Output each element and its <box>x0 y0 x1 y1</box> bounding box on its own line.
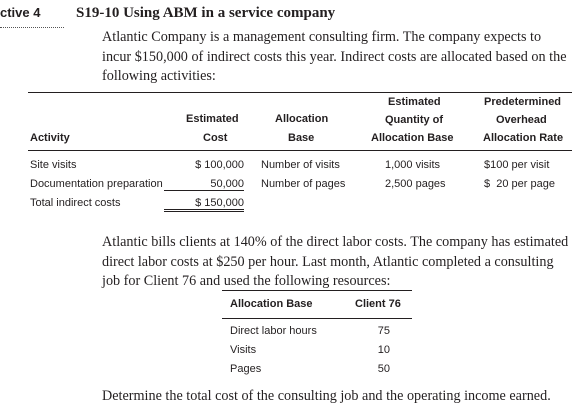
resource-row-visits-label: Visits <box>230 344 257 356</box>
row-site-visits-base: Number of visits <box>261 159 340 171</box>
header-allocation-base-line1: Allocation <box>275 113 329 125</box>
header-allocation-base-line2: Base <box>288 132 315 144</box>
resource-row-visits-value: 10 <box>377 344 390 356</box>
row-documentation-base: Number of pages <box>261 178 346 190</box>
objective-divider <box>0 27 64 28</box>
row-documentation-quantity: 2,500 pages <box>385 178 446 190</box>
row-site-visits-rate: $100 per visit <box>484 159 550 171</box>
row-documentation-cost: 50,000 <box>164 178 244 191</box>
row-documentation-rate: $ 20 per page <box>484 178 555 190</box>
resource-table-top-rule <box>222 290 412 291</box>
exercise-closing: Determine the total cost of the consulting job and the operating income earned. <box>102 388 551 404</box>
resource-table-header-rule <box>222 318 412 319</box>
learning-objective-label: ctive 4 <box>0 5 41 20</box>
header-quantity-line1: Estimated <box>388 96 441 108</box>
header-quantity-line2: Quantity of <box>385 114 444 126</box>
row-site-visits-quantity: 1,000 visits <box>385 159 441 171</box>
resource-header-client: Client 76 <box>355 298 401 310</box>
header-estimated-cost-line1: Estimated <box>186 113 239 125</box>
header-quantity-line3: Allocation Base <box>371 132 454 144</box>
exercise-intro: Atlantic Company is a management consulting firm. The company expects to incur $150,000 of indirect costs this year. Indirect costs are allocated based on the following activities: <box>102 29 567 84</box>
row-site-visits-cost: $ 100,000 <box>195 159 244 171</box>
table-top-rule <box>28 92 572 93</box>
exercise-middle: Atlantic bills clients at 140% of the direct labor costs. The company has estimated direct labor costs at $250 per hour. Last month, Atlantic completed a consulting job for Client 76 and used the following resources: <box>102 234 569 289</box>
header-rate-line1: Predetermined <box>484 96 562 108</box>
exercise-title: S19-10 Using ABM in a service company <box>76 5 336 21</box>
row-site-visits-activity: Site visits <box>30 159 77 171</box>
resource-header-base: Allocation Base <box>230 298 313 310</box>
row-total-label: Total indirect costs <box>30 197 121 209</box>
row-documentation-activity: Documentation preparation <box>30 178 163 190</box>
header-activity: Activity <box>30 132 70 144</box>
header-estimated-cost-line2: Cost <box>203 132 228 144</box>
resource-row-labor-value: 75 <box>377 325 390 337</box>
table-header-rule <box>28 150 572 151</box>
resource-row-labor-label: Direct labor hours <box>230 325 317 337</box>
header-rate-line2: Overhead <box>496 114 547 126</box>
resource-row-pages-label: Pages <box>230 363 262 375</box>
row-total-cost: $ 150,000 <box>164 197 244 212</box>
header-rate-line3: Allocation Rate <box>483 132 564 144</box>
resource-row-pages-value: 50 <box>377 363 390 375</box>
